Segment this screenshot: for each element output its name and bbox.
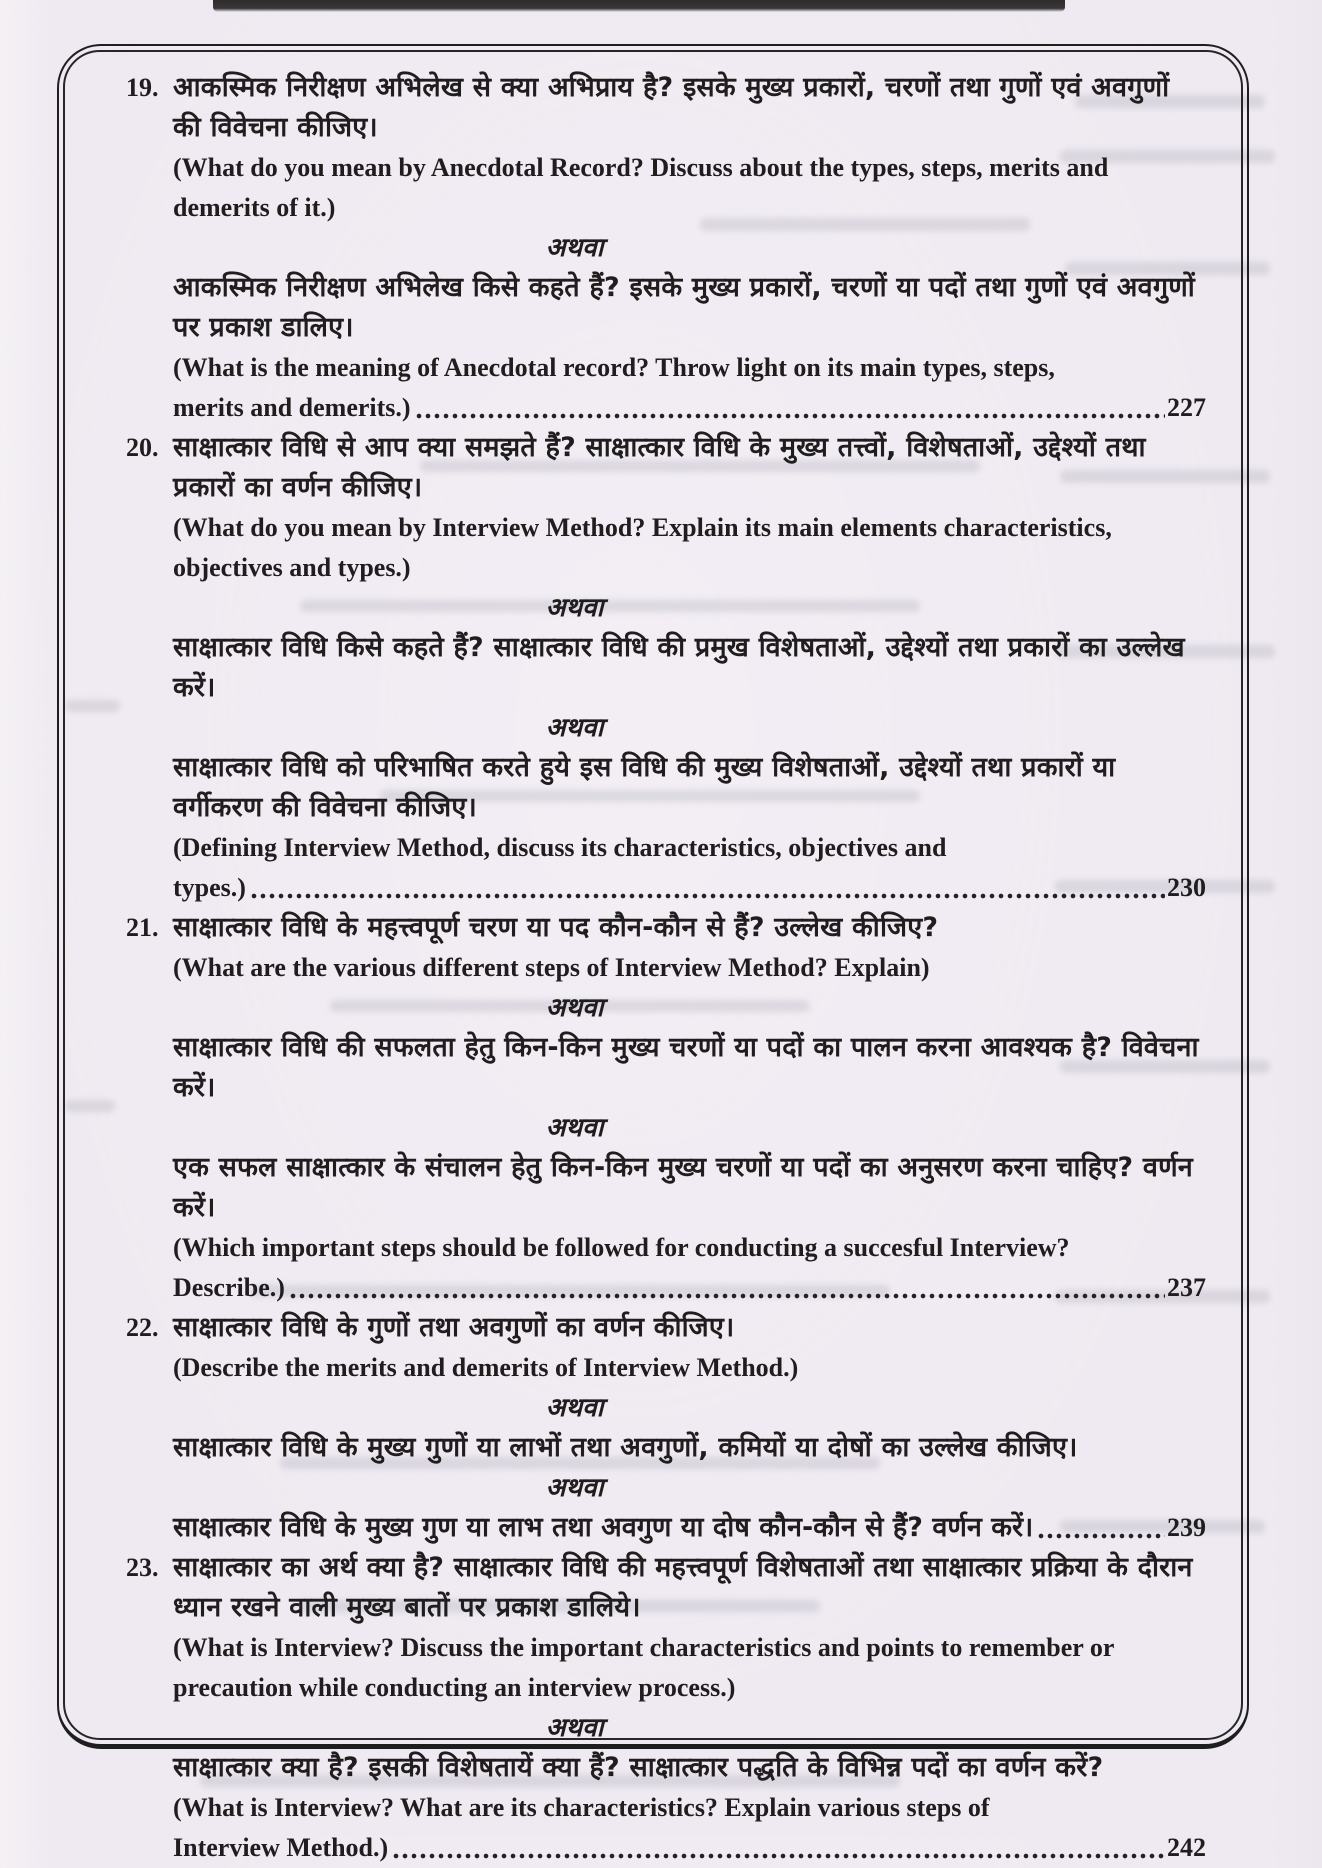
question-text-english: merits and demerits.) [173, 393, 411, 422]
question-item [126, 68, 1206, 428]
question-text-hindi: साक्षात्कार का अर्थ क्या है? साक्षात्कार विधि की महत्त्वपूर्ण विशेषताओं तथा साक्षात्कार प्रक्रिया के दौरान ध्यान रखने वाली मुख्य बातों पर प्रकाश डालिये। [173, 1552, 1193, 1623]
question-text-english: (What is Interview? What are its characteristics? Explain various steps of [173, 1793, 990, 1822]
question-text-hindi: साक्षात्कार क्या है? इसकी विशेषतायें क्या हैं? साक्षात्कार पद्धति के विभिन्न पदों का वर्णन करें? [173, 1752, 1104, 1783]
question-body [173, 428, 1206, 908]
question-text-hindi: साक्षात्कार विधि की सफलता हेतु किन-किन मुख्य चरणों या पदों का पालन करना आवश्यक है? विवेचना करें। [173, 1032, 1199, 1103]
page-number: 227 [1167, 393, 1206, 422]
or-separator: अथवा [545, 1473, 604, 1503]
question-body [173, 1548, 1206, 1868]
question-text-hindi: एक सफल साक्षात्कार के संचालन हेतु किन-किन मुख्य चरणों या पदों का अनुसरण करना चाहिए? वर्णन करें। [173, 1152, 1193, 1223]
question-text-english: Describe.) [173, 1273, 285, 1302]
dotted-leader [250, 892, 1165, 901]
dotted-leader [392, 1852, 1165, 1861]
page-number: 237 [1167, 1273, 1206, 1302]
scanner-edge-artifact [213, 0, 1065, 12]
question-text-hindi: साक्षात्कार विधि को परिभाषित करते हुये इस विधि की मुख्य विशेषताओं, उद्देश्यों तथा प्रकारों या वर्गीकरण की विवेचना कीजिए। [173, 752, 1116, 823]
or-separator: अथवा [545, 1713, 604, 1743]
toc-page-line [173, 388, 1206, 428]
question-body [173, 908, 1206, 1308]
or-separator: अथवा [545, 233, 604, 263]
dotted-leader [289, 1292, 1165, 1301]
question-number: 23. [126, 1553, 159, 1582]
question-body [173, 1308, 1206, 1548]
question-text-english: (Which important steps should be followed for conducting a succesful Interview? [173, 1233, 1070, 1262]
dotted-leader [1037, 1532, 1165, 1541]
question-text-english: (Defining Interview Method, discuss its characteristics, objectives and [173, 833, 947, 862]
question-text-english: (What is Interview? Discuss the important characteristics and points to remember or precaution while conducting an interview process.) [173, 1633, 1114, 1702]
question-number: 19. [126, 73, 159, 102]
question-text-hindi: आकस्मिक निरीक्षण अभिलेख से क्या अभिप्राय है? इसके मुख्य प्रकारों, चरणों तथा गुणों एवं अवगुणों की विवेचना कीजिए। [173, 72, 1170, 143]
question-text-english: types.) [173, 873, 246, 902]
page-number: 230 [1167, 873, 1206, 902]
question-text-hindi: साक्षात्कार विधि के मुख्य गुणों या लाभों तथा अवगुणों, कमियों या दोषों का उल्लेख कीजिए। [173, 1432, 1078, 1463]
question-body [173, 68, 1206, 428]
question-text-hindi: साक्षात्कार विधि के गुणों तथा अवगुणों का वर्णन कीजिए। [173, 1312, 735, 1343]
question-text-english: (What do you mean by Interview Method? Explain its main elements characteristics, objectives and types.) [173, 513, 1112, 582]
or-separator: अथवा [545, 593, 604, 623]
question-item [126, 1548, 1206, 1868]
question-number: 21. [126, 913, 159, 942]
or-separator: अथवा [545, 1113, 604, 1143]
question-text-english: (What are the various different steps of Interview Method? Explain) [173, 953, 930, 982]
question-text-english: (Describe the merits and demerits of Interview Method.) [173, 1353, 799, 1382]
question-text-hindi: साक्षात्कार विधि के मुख्य गुण या लाभ तथा अवगुण या दोष कौन-कौन से हैं? वर्णन करें। [173, 1512, 1034, 1543]
question-text-english: Interview Method.) [173, 1833, 389, 1862]
toc-page-line [173, 1828, 1206, 1868]
or-separator: अथवा [545, 713, 604, 743]
dotted-leader [415, 412, 1165, 421]
toc-page-line [173, 1268, 1206, 1308]
or-separator: अथवा [545, 1393, 604, 1423]
question-item [126, 428, 1206, 908]
question-text-english: (What do you mean by Anecdotal Record? Discuss about the types, steps, merits and demerits of it.) [173, 153, 1109, 222]
question-text-hindi: साक्षात्कार विधि के महत्त्वपूर्ण चरण या पद कौन-कौन से हैं? उल्लेख कीजिए? [173, 912, 939, 943]
question-number: 22. [126, 1313, 159, 1342]
question-text-hindi: आकस्मिक निरीक्षण अभिलेख किसे कहते हैं? इसके मुख्य प्रकारों, चरणों या पदों तथा गुणों एवं अवगुणों पर प्रकाश डालिए। [173, 272, 1195, 343]
page-number: 239 [1167, 1513, 1206, 1542]
question-number: 20. [126, 433, 159, 462]
toc-page-line [173, 1508, 1206, 1548]
toc-page-line [173, 868, 1206, 908]
question-text-hindi: साक्षात्कार विधि किसे कहते हैं? साक्षात्कार विधि की प्रमुख विशेषताओं, उद्देश्यों तथा प्रकारों का उल्लेख करें। [173, 632, 1185, 703]
or-separator: अथवा [545, 993, 604, 1023]
question-item [126, 1308, 1206, 1548]
question-list [126, 68, 1206, 1868]
question-item [126, 908, 1206, 1308]
question-text-hindi: साक्षात्कार विधि से आप क्या समझते हैं? साक्षात्कार विधि के मुख्य तत्त्वों, विशेषताओं, उद्देश्यों तथा प्रकारों का वर्णन कीजिए। [173, 432, 1146, 503]
page-number: 242 [1167, 1833, 1206, 1862]
question-text-english: (What is the meaning of Anecdotal record? Throw light on its main types, steps, [173, 353, 1055, 382]
